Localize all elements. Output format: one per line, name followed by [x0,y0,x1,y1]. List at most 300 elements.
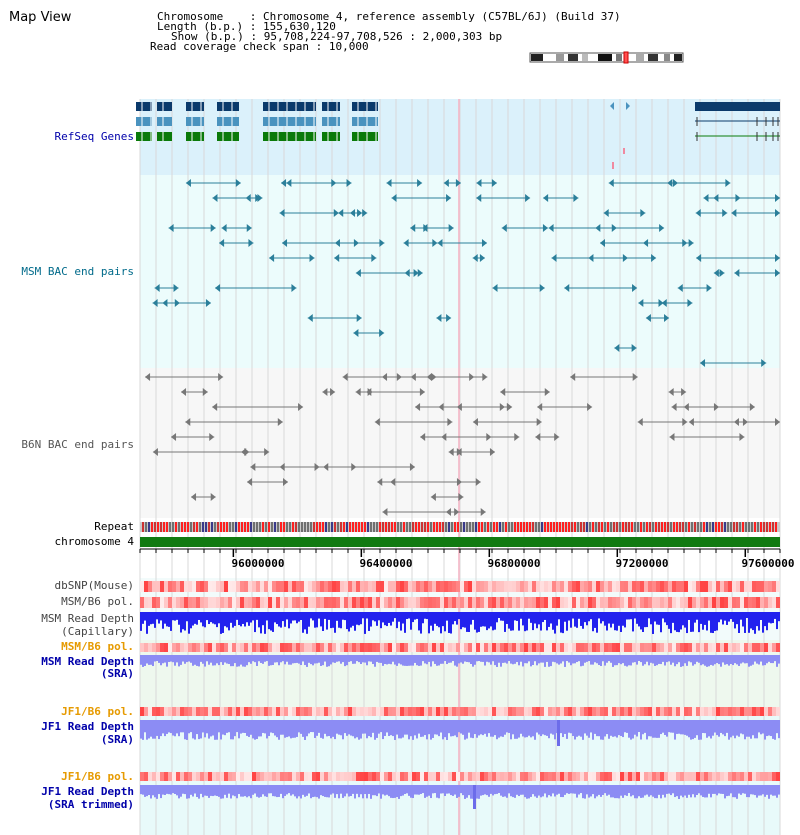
read-depth-bar[interactable] [252,785,254,795]
read-depth-bar[interactable] [532,785,534,794]
polymorphism-cell[interactable] [176,643,180,652]
read-depth-bar[interactable] [188,612,190,634]
read-depth-bar[interactable] [370,655,372,662]
read-depth-bar[interactable] [678,720,680,734]
polymorphism-cell[interactable] [504,707,508,716]
polymorphism-cell[interactable] [408,581,412,592]
polymorphism-cell[interactable] [456,643,460,652]
read-depth-bar[interactable] [404,612,406,633]
polymorphism-cell[interactable] [768,772,772,781]
read-depth-bar[interactable] [410,785,412,798]
read-depth-bar[interactable] [582,612,584,629]
read-depth-bar[interactable] [624,612,626,627]
polymorphism-cell[interactable] [588,707,592,716]
read-depth-bar[interactable] [706,720,708,738]
read-depth-bar[interactable] [282,612,284,621]
polymorphism-cell[interactable] [304,772,308,781]
polymorphism-cell[interactable] [700,581,704,592]
read-depth-bar[interactable] [280,655,282,662]
repeat-element[interactable] [361,522,363,532]
polymorphism-cell[interactable] [604,772,608,781]
read-depth-bar[interactable] [332,655,334,662]
read-depth-bar[interactable] [750,720,752,739]
polymorphism-cell[interactable] [548,772,552,781]
read-depth-bar[interactable] [348,655,350,662]
polymorphism-cell[interactable] [496,597,500,608]
polymorphism-cell[interactable] [704,643,708,652]
polymorphism-cell[interactable] [648,581,652,592]
read-depth-bar[interactable] [650,612,652,624]
read-depth-bar[interactable] [728,655,730,666]
read-depth-bar[interactable] [178,655,180,666]
read-depth-bar[interactable] [160,612,162,620]
read-depth-bar[interactable] [272,655,274,665]
read-depth-bar[interactable] [510,720,512,739]
read-depth-bar[interactable] [378,655,380,663]
read-depth-bar[interactable] [544,720,546,735]
polymorphism-cell[interactable] [756,772,760,781]
read-depth-bar[interactable] [248,655,250,662]
polymorphism-cell[interactable] [468,597,472,608]
read-depth-bar[interactable] [548,720,550,738]
polymorphism-cell[interactable] [596,581,600,592]
polymorphism-cell[interactable] [148,597,152,608]
read-depth-bar[interactable] [226,655,228,664]
repeat-element[interactable] [346,522,348,532]
read-depth-bar[interactable] [486,720,488,737]
read-depth-bar[interactable] [392,655,394,662]
read-depth-bar[interactable] [614,655,616,665]
read-depth-bar[interactable] [644,785,646,795]
polymorphism-cell[interactable] [712,643,716,652]
read-depth-bar[interactable] [400,720,402,738]
read-depth-bar[interactable] [500,655,502,667]
read-depth-bar[interactable] [648,785,650,797]
polymorphism-cell[interactable] [240,772,244,781]
read-depth-bar[interactable] [230,612,232,623]
polymorphism-cell[interactable] [172,772,176,781]
read-depth-bar[interactable] [614,720,616,736]
repeat-element[interactable] [172,522,174,532]
polymorphism-cell[interactable] [344,597,348,608]
repeat-element[interactable] [151,522,153,532]
read-depth-bar[interactable] [772,720,774,739]
read-depth-bar[interactable] [374,612,376,621]
read-depth-bar[interactable] [744,720,746,739]
read-depth-bar[interactable] [708,655,710,666]
read-depth-bar[interactable] [206,785,208,796]
read-depth-bar[interactable] [204,655,206,667]
polymorphism-cell[interactable] [596,643,600,652]
read-depth-bar[interactable] [260,612,262,633]
read-depth-bar[interactable] [164,612,166,624]
read-depth-bar[interactable] [586,785,588,794]
polymorphism-cell[interactable] [520,597,524,608]
read-depth-bar[interactable] [516,655,518,662]
repeat-element[interactable] [592,522,594,532]
read-depth-bar[interactable] [402,612,404,624]
polymorphism-cell[interactable] [168,707,172,716]
polymorphism-cell[interactable] [564,581,568,592]
read-depth-bar[interactable] [366,785,368,798]
read-depth-bar[interactable] [650,785,652,795]
read-depth-bar[interactable] [776,785,778,798]
read-depth-bar[interactable] [748,720,750,737]
read-depth-bar[interactable] [604,720,606,736]
read-depth-bar[interactable] [498,785,500,793]
read-depth-bar[interactable] [770,785,772,795]
read-depth-bar[interactable] [624,785,626,795]
polymorphism-cell[interactable] [380,643,384,652]
read-depth-bar[interactable] [214,785,216,796]
refseq-gene[interactable] [352,117,378,126]
polymorphism-cell[interactable] [364,707,368,716]
read-depth-bar[interactable] [190,612,192,628]
polymorphism-cell[interactable] [660,581,664,592]
polymorphism-cell[interactable] [292,643,296,652]
read-depth-bar[interactable] [616,720,618,738]
read-depth-bar[interactable] [652,655,654,663]
read-depth-bar[interactable] [590,655,592,665]
polymorphism-cell[interactable] [652,772,656,781]
read-depth-bar[interactable] [370,612,372,627]
polymorphism-cell[interactable] [628,643,632,652]
read-depth-bar[interactable] [702,655,704,664]
read-depth-bar[interactable] [298,612,300,622]
read-depth-bar[interactable] [346,612,348,629]
read-depth-bar[interactable] [440,720,442,733]
polymorphism-cell[interactable] [392,597,396,608]
polymorphism-cell[interactable] [332,597,336,608]
polymorphism-cell[interactable] [524,597,528,608]
read-depth-bar[interactable] [738,612,740,633]
repeat-element[interactable] [700,522,702,532]
read-depth-bar[interactable] [730,785,732,793]
read-depth-bar[interactable] [406,655,408,666]
polymorphism-cell[interactable] [684,597,688,608]
read-depth-bar[interactable] [770,612,772,623]
polymorphism-cell[interactable] [652,643,656,652]
read-depth-bar[interactable] [350,785,352,796]
polymorphism-cell[interactable] [400,581,404,592]
polymorphism-cell[interactable] [436,643,440,652]
polymorphism-cell[interactable] [152,772,156,781]
read-depth-bar[interactable] [622,655,624,663]
read-depth-bar[interactable] [548,655,550,667]
read-depth-bar[interactable] [450,720,452,736]
polymorphism-cell[interactable] [276,707,280,716]
read-depth-bar[interactable] [688,785,690,795]
repeat-element[interactable] [571,522,573,532]
polymorphism-cell[interactable] [204,581,208,592]
read-depth-bar[interactable] [678,612,680,632]
read-depth-bar[interactable] [152,655,154,666]
read-depth-bar[interactable] [514,720,516,739]
read-depth-bar[interactable] [698,655,700,663]
polymorphism-cell[interactable] [724,772,728,781]
read-depth-bar[interactable] [428,785,430,796]
read-depth-bar[interactable] [232,720,234,739]
repeat-element[interactable] [655,522,657,532]
read-depth-bar[interactable] [522,612,524,625]
read-depth-bar[interactable] [492,655,494,661]
read-depth-bar[interactable] [708,612,710,621]
repeat-element[interactable] [166,522,168,532]
repeat-element[interactable] [316,522,318,532]
repeat-element[interactable] [400,522,402,532]
read-depth-bar[interactable] [342,785,344,798]
read-depth-bar[interactable] [142,612,144,624]
read-depth-bar[interactable] [266,785,268,797]
read-depth-bar[interactable] [248,720,250,737]
read-depth-bar[interactable] [270,785,272,793]
read-depth-bar[interactable] [262,655,264,664]
polymorphism-cell[interactable] [620,707,624,716]
polymorphism-cell[interactable] [592,597,596,608]
polymorphism-cell[interactable] [504,772,508,781]
polymorphism-cell[interactable] [656,707,660,716]
polymorphism-cell[interactable] [380,597,384,608]
read-depth-bar[interactable] [346,785,348,794]
read-depth-bar[interactable] [166,785,168,794]
read-depth-bar[interactable] [626,612,628,620]
read-depth-bar[interactable] [360,655,362,664]
read-depth-bar[interactable] [370,785,372,799]
polymorphism-cell[interactable] [308,772,312,781]
read-depth-bar[interactable] [380,655,382,663]
read-depth-bar[interactable] [500,720,502,736]
read-depth-bar[interactable] [656,720,658,738]
msm-read-depth-sra-label[interactable]: MSM Read Depth [41,655,134,668]
read-depth-bar[interactable] [594,785,596,798]
polymorphism-cell[interactable] [664,772,668,781]
read-depth-bar[interactable] [618,655,620,663]
polymorphism-cell[interactable] [436,597,440,608]
read-depth-bar[interactable] [368,655,370,661]
polymorphism-cell[interactable] [408,772,412,781]
read-depth-bar[interactable] [768,785,770,799]
read-depth-bar[interactable] [284,785,286,796]
repeat-element[interactable] [622,522,624,532]
polymorphism-cell[interactable] [196,597,200,608]
read-depth-bar[interactable] [272,612,274,632]
repeat-element[interactable] [313,522,315,532]
read-depth-bar[interactable] [254,785,256,793]
polymorphism-cell[interactable] [300,581,304,592]
read-depth-bar[interactable] [230,720,232,739]
polymorphism-cell[interactable] [140,581,144,592]
polymorphism-cell[interactable] [744,643,748,652]
read-depth-bar[interactable] [480,785,482,796]
read-depth-bar[interactable] [174,720,176,736]
read-depth-bar[interactable] [396,655,398,666]
polymorphism-cell[interactable] [728,707,732,716]
polymorphism-cell[interactable] [264,707,268,716]
polymorphism-cell[interactable] [360,643,364,652]
polymorphism-cell[interactable] [236,772,240,781]
read-depth-bar[interactable] [604,785,606,793]
read-depth-bar[interactable] [320,785,322,795]
read-depth-bar[interactable] [292,785,294,794]
polymorphism-cell[interactable] [772,707,776,716]
polymorphism-cell[interactable] [324,772,328,781]
polymorphism-cell[interactable] [668,643,672,652]
polymorphism-cell[interactable] [652,581,656,592]
read-depth-bar[interactable] [662,785,664,795]
polymorphism-cell[interactable] [240,597,244,608]
polymorphism-cell[interactable] [468,772,472,781]
read-depth-bar[interactable] [240,612,242,626]
repeat-element[interactable] [409,522,411,532]
polymorphism-cell[interactable] [480,581,484,592]
read-depth-bar[interactable] [502,655,504,663]
read-depth-bar[interactable] [488,720,490,733]
polymorphism-cell[interactable] [232,581,236,592]
read-depth-bar[interactable] [444,612,446,631]
polymorphism-cell[interactable] [356,581,360,592]
polymorphism-cell[interactable] [560,581,564,592]
refseq-genes-label[interactable]: RefSeq Genes [54,130,134,143]
polymorphism-cell[interactable] [684,772,688,781]
polymorphism-cell[interactable] [528,772,532,781]
polymorphism-cell[interactable] [732,581,736,592]
repeat-element[interactable] [205,522,207,532]
read-depth-bar[interactable] [184,785,186,794]
polymorphism-cell[interactable] [572,707,576,716]
polymorphism-cell[interactable] [456,772,460,781]
read-depth-bar[interactable] [760,785,762,795]
read-depth-bar[interactable] [378,720,380,734]
read-depth-bar[interactable] [524,785,526,797]
repeat-element[interactable] [196,522,198,532]
polymorphism-cell[interactable] [752,597,756,608]
read-depth-bar[interactable] [628,720,630,738]
read-depth-bar[interactable] [442,655,444,664]
read-depth-bar[interactable] [486,785,488,795]
read-depth-bar[interactable] [512,655,514,664]
polymorphism-cell[interactable] [580,707,584,716]
polymorphism-cell[interactable] [588,597,592,608]
read-depth-bar[interactable] [344,720,346,733]
polymorphism-cell[interactable] [208,597,212,608]
polymorphism-cell[interactable] [208,643,212,652]
read-depth-bar[interactable] [652,720,654,738]
read-depth-bar[interactable] [504,612,506,632]
polymorphism-cell[interactable] [364,581,368,592]
read-depth-bar[interactable] [216,612,218,627]
repeat-element[interactable] [163,522,165,532]
repeat-element[interactable] [526,522,528,532]
polymorphism-cell[interactable] [576,707,580,716]
read-depth-bar[interactable] [556,612,558,626]
repeat-element[interactable] [739,522,741,532]
polymorphism-cell[interactable] [156,581,160,592]
read-depth-bar[interactable] [700,612,702,624]
read-depth-bar[interactable] [778,655,780,664]
polymorphism-cell[interactable] [572,597,576,608]
read-depth-bar[interactable] [534,612,536,624]
repeat-element[interactable] [277,522,279,532]
repeat-element[interactable] [649,522,651,532]
polymorphism-cell[interactable] [376,597,380,608]
read-depth-bar[interactable] [612,720,614,737]
read-depth-bar[interactable] [398,612,400,622]
read-depth-bar[interactable] [606,612,608,630]
read-depth-bar[interactable] [462,720,464,735]
read-depth-bar[interactable] [640,655,642,662]
polymorphism-cell[interactable] [744,772,748,781]
read-depth-bar[interactable] [214,612,216,624]
read-depth-bar[interactable] [294,612,296,620]
read-depth-bar[interactable] [410,612,412,630]
polymorphism-cell[interactable] [756,597,760,608]
read-depth-bar[interactable] [692,655,694,666]
polymorphism-cell[interactable] [748,581,752,592]
read-depth-bar[interactable] [764,655,766,665]
polymorphism-cell[interactable] [636,643,640,652]
read-depth-bar[interactable] [348,612,350,631]
polymorphism-cell[interactable] [224,643,228,652]
read-depth-bar[interactable] [674,785,676,797]
read-depth-bar[interactable] [756,612,758,626]
read-depth-bar[interactable] [632,785,634,795]
polymorphism-cell[interactable] [192,707,196,716]
repeat-element[interactable] [439,522,441,532]
polymorphism-cell[interactable] [224,597,228,608]
read-depth-bar[interactable] [342,720,344,739]
read-depth-bar[interactable] [454,655,456,666]
read-depth-bar[interactable] [336,612,338,621]
read-depth-bar[interactable] [254,612,256,632]
polymorphism-cell[interactable] [580,581,584,592]
read-depth-bar[interactable] [524,655,526,663]
read-depth-bar[interactable] [306,720,308,736]
repeat-element[interactable] [646,522,648,532]
read-depth-bar[interactable] [152,720,154,739]
polymorphism-cell[interactable] [508,772,512,781]
polymorphism-cell[interactable] [696,597,700,608]
read-depth-bar[interactable] [450,785,452,795]
msm-b6-pol-label[interactable]: MSM/B6 pol. [61,595,134,608]
read-depth-bar[interactable] [608,655,610,661]
read-depth-bar[interactable] [312,612,314,620]
repeat-element[interactable] [661,522,663,532]
polymorphism-cell[interactable] [492,707,496,716]
repeat-element[interactable] [433,522,435,532]
read-depth-bar[interactable] [720,655,722,667]
read-depth-bar[interactable] [726,785,728,796]
polymorphism-cell[interactable] [248,772,252,781]
read-depth-bar[interactable] [352,612,354,626]
read-depth-bar[interactable] [564,655,566,667]
read-depth-bar[interactable] [594,612,596,628]
read-depth-bar[interactable] [344,655,346,666]
polymorphism-cell[interactable] [440,707,444,716]
read-depth-bar[interactable] [612,785,614,797]
read-depth-bar[interactable] [388,720,390,736]
read-depth-bar[interactable] [762,612,764,633]
repeat-element[interactable] [229,522,231,532]
polymorphism-cell[interactable] [448,597,452,608]
polymorphism-cell[interactable] [280,707,284,716]
read-depth-bar[interactable] [758,655,760,664]
read-depth-bar[interactable] [504,720,506,735]
read-depth-bar[interactable] [322,720,324,739]
read-depth-bar[interactable] [220,785,222,799]
read-depth-bar[interactable] [610,612,612,628]
read-depth-bar[interactable] [510,785,512,796]
read-depth-bar[interactable] [386,720,388,732]
